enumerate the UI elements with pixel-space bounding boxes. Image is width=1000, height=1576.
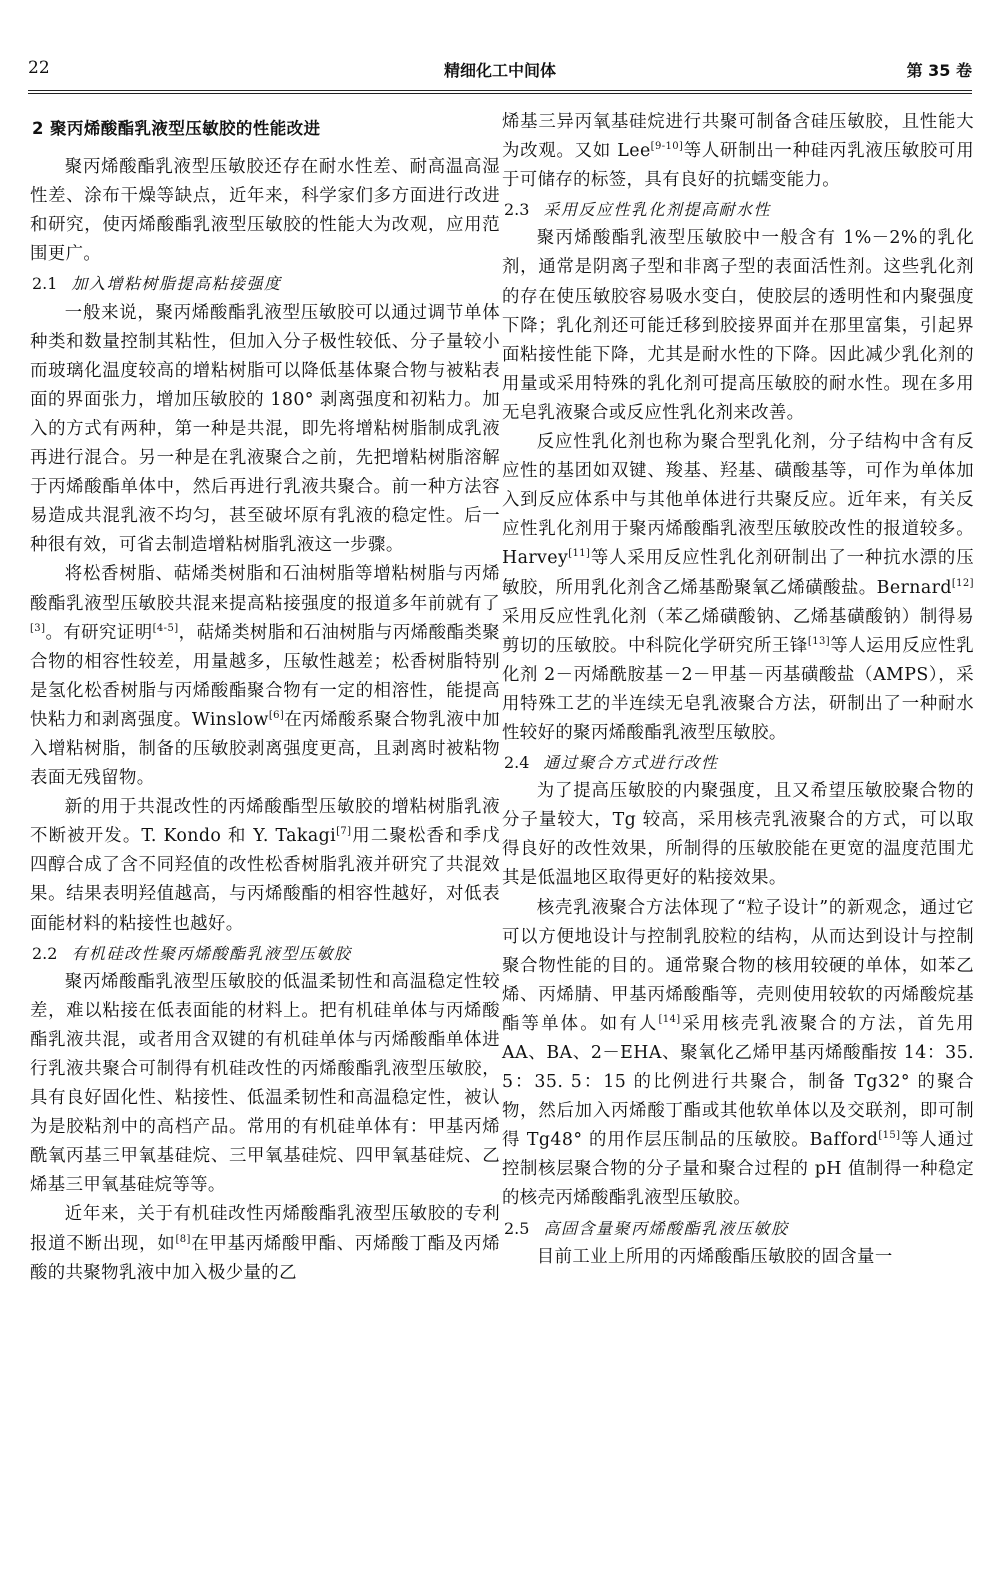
subsection-title: 有机硅改性聚丙烯酸酯乳液型压敏胶 (71, 943, 352, 963)
text-run: 反应性乳化剂也称为聚合型乳化剂，分子结构中含有反应性的基团如双键、羧基、羟基、磺酸基等，可作为单体加入到反应体系中与其他单体进行共聚反应。近年来，有关反应性乳化剂用于聚丙烯酸酯乳液型压敏胶改性的报道较多。Harvey (502, 432, 974, 569)
citation-ref: [15] (878, 1130, 901, 1142)
citation-ref: [13] (807, 635, 831, 647)
text-run: 在甲基丙烯酸甲酯、丙烯酸丁酯及丙烯酸的共聚物乳液中加入极少量的乙 (30, 1233, 500, 1283)
subsection-number: 2.5 (504, 1218, 530, 1238)
citation-ref: [4-5] (152, 622, 179, 634)
paragraph-2-4-a: 为了提高压敏胶的内聚强度，且又希望压敏胶聚合物的分子量较大，Tg 较高，采用核壳乳液聚合的方式，可以取得良好的改性效果，所制得的压敏胶能在更宽的温度范围尤其是低温地区取得更好的粘接效果。 (502, 781, 974, 889)
paragraph-2-1-c (30, 793, 500, 938)
paragraph-2-2-a: 聚丙烯酸酯乳液型压敏胶的低温柔韧性和高温稳定性较差，难以粘接在低表面能的材料上。把有机硅单体与丙烯酸酯乳液共混，或者用含双键的有机硅单体与丙烯酸酯单体进行乳液共聚合可制得有机硅改性的丙烯酸酯乳液型压敏胶，具有良好固化性、粘接性、低温柔韧性和高温稳定性，被认为是胶粘剂中的高档产品。常用的有机硅单体有：甲基丙烯酰氧丙基三甲氧基硅烷、三甲氧基硅烷、四甲氧基硅烷、乙烯基三甲氧基硅烷等等。 (30, 971, 500, 1196)
subsection-heading-2-4 (502, 748, 974, 777)
paragraph-2-4-b (502, 894, 974, 1214)
subsection-number: 2.3 (504, 200, 530, 220)
volume-label: 第 35 卷 (906, 61, 972, 80)
paragraph-2-2-b-continued (502, 108, 974, 195)
citation-ref: [7] (336, 826, 352, 838)
section-heading-2: 2 聚丙烯酸酯乳液型压敏胶的性能改进 (32, 119, 321, 138)
text-run: 用二聚松香和季戊四醇合成了含不同羟值的改性松香树脂乳液并研究了共混效果。结果表明羟值越高，与丙烯酸酯的相容性越好，对低表面能材料的粘接性也越好。 (30, 826, 500, 934)
header-rule (28, 90, 972, 91)
subsection-title: 通过聚合方式进行改性 (543, 753, 719, 773)
paragraph-2-1-b (30, 560, 500, 793)
journal-title: 精细化工中间体 (443, 61, 556, 80)
subsection-title: 加入增粘树脂提高粘接强度 (71, 274, 282, 294)
text-run: 将松香树脂、萜烯类树脂和石油树脂等增粘树脂与丙烯酸酯乳液型压敏胶共混来提高粘接强度的报道多年前就有了 (30, 564, 500, 614)
citation-ref: [12] (951, 577, 974, 589)
citation-ref: [11] (568, 548, 591, 560)
subsection-heading-2-2 (30, 939, 500, 968)
text-run: 等人研制出一种硅丙乳液压敏胶可用于可储存的标签，具有良好的抗蠕变能力。 (502, 141, 974, 191)
citation-ref: [3] (30, 622, 46, 634)
text-run: 核壳乳液聚合方法体现了“粒子设计”的新观念，通过它可以方便地设计与控制乳胶粒的结构，从而达到设计与控制聚合物性能的目的。通常聚合物的核用较硬的单体，如苯乙烯、丙烯腈、甲基丙烯酸酯等，壳则使用较软的丙烯酸烷基酯等单体。如有人 (502, 897, 974, 1034)
subsection-heading-2-3 (502, 195, 974, 224)
subsection-number: 2.1 (32, 274, 58, 294)
subsection-heading-2-1 (30, 269, 500, 298)
text-run: 在丙烯酸系聚合物乳液中加入增粘树脂，制备的压敏胶剥离强度更高，且剥离时被粘物表面无残留物。 (30, 709, 500, 789)
paragraph-2-2-b (30, 1200, 500, 1287)
text-run: 。有研究证明 (45, 622, 153, 643)
right-column (502, 108, 974, 1272)
text-run: 等人采用反应性乳化剂研制出了一种抗水漂的压敏胶，所用乳化剂含乙烯基酚聚氧乙烯磺酸盐。Bernard (502, 548, 974, 598)
text-run: 等人通过控制核层聚合物的分子量和聚合过程的 pH 值制得一种稳定的核壳丙烯酸酯乳液型压敏胶。 (502, 1130, 974, 1209)
left-column (30, 108, 500, 1288)
subsection-title: 采用反应性乳化剂提高耐水性 (543, 200, 771, 220)
subsection-title: 高固含量聚丙烯酸酯乳液压敏胶 (543, 1218, 789, 1238)
paragraph-2-5-a: 目前工业上所用的丙烯酸酯压敏胶的固含量一 (536, 1246, 893, 1267)
page-header (28, 58, 972, 84)
subsection-number: 2.2 (32, 943, 58, 963)
citation-ref: [9-10] (650, 141, 684, 153)
subsection-heading-2-5 (502, 1214, 974, 1243)
text-run: ，萜烯类树脂和石油树脂与丙烯酸酯类聚合物的相容性较差，用量越多，压敏性越差；松香树脂特别是氢化松香树脂与丙烯酸酯聚合物有一定的相溶性，能提高快粘力和剥离强度。Winslow (30, 622, 500, 730)
paragraph-2-3-b (502, 428, 974, 748)
text-run: 新的用于共混改性的丙烯酸酯型压敏胶的增粘树脂乳液不断被开发。T. Kondo 和 Y. Takagi (30, 797, 500, 847)
citation-ref: [8] (175, 1233, 191, 1245)
page-number: 22 (28, 58, 50, 78)
text-run: 采用核壳乳液聚合的方法，首先用 AA、BA、2－EHA、聚氧化乙烯甲基丙烯酸酯按 14：35. 5：35. 5：15 的比例进行共聚合，制备 Tg32° 的聚合物，然后加入丙烯酸丁酯或其他软单体以及交联剂，即可制得 Tg48° 的用作层压制品的压敏胶。Bafford (502, 1013, 974, 1151)
text-run: 烯基三异丙氧基硅烷进行共聚可制备含硅压敏胶，且性能大为改观。又如 Lee (502, 112, 974, 162)
text-run: 近年来，关于有机硅改性丙烯酸酯乳液型压敏胶的专利报道不断出现，如 (30, 1204, 500, 1254)
paragraph-2-1-a: 一般来说，聚丙烯酸酯乳液型压敏胶可以通过调节单体种类和数量控制其粘性，但加入分子极性较低、分子量较小而玻璃化温度较高的增粘树脂可以降低基体聚合物与被粘表面的界面张力，增加压敏胶的 180° 剥离强度和初粘力。加入的方式有两种，第一种是共混，即先将增粘树脂制成乳液再进行混合。另一种是在乳液聚合之前，先把增粘树脂溶解于丙烯酸酯单体中，然后再进行乳液共聚合。前一种方法容易造成共混乳液不均匀，甚至破坏原有乳液的稳定性。后一种很有效，可省去制造增粘树脂乳液这一步骤。 (30, 302, 500, 556)
paragraph-intro: 聚丙烯酸酯乳液型压敏胶还存在耐水性差、耐高温高湿性差、涂布干燥等缺点，近年来，科学家们多方面进行改进和研究，使丙烯酸酯乳液型压敏胶的性能大为改观，应用范围更广。 (30, 157, 500, 265)
paragraph-2-3-a: 聚丙烯酸酯乳液型压敏胶中一般含有 1%－2%的乳化剂，通常是阴离子型和非离子型的表面活性剂。这些乳化剂的存在使压敏胶容易吸水变白，使胶层的透明性和内聚强度下降；乳化剂还可能迁移到胶接界面并在那里富集，引起界面粘接性能下降，尤其是耐水性的下降。因此减少乳化剂的用量或采用特殊的乳化剂可提高压敏胶的耐水性。现在多用无皂乳液聚合或反应性乳化剂来改善。 (502, 228, 974, 423)
subsection-number: 2.4 (504, 753, 530, 773)
citation-ref: [6] (268, 710, 285, 722)
text-run: 采用反应性乳化剂（苯乙烯磺酸钠、乙烯基磺酸钠）制得易剪切的压敏胶。中科院化学研究所王锋 (502, 606, 974, 656)
header-rule-thin (28, 93, 972, 94)
citation-ref: [14] (658, 1014, 681, 1026)
text-run: 等人运用反应性乳化剂 2－丙烯酰胺基－2－甲基－丙基磺酸盐（AMPS），采用特殊工艺的半连续无皂乳液聚合方法，研制出了一种耐水性较好的聚丙烯酸酯乳液型压敏胶。 (502, 635, 974, 743)
